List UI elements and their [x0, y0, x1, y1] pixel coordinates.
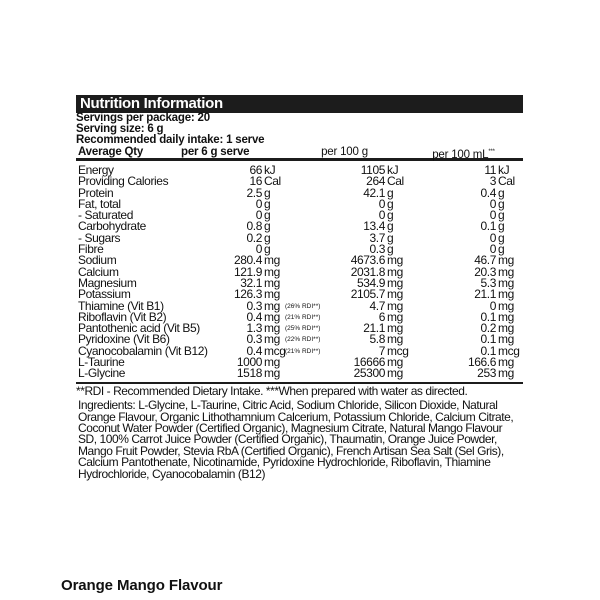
nutrient-v3: 0.1	[480, 219, 496, 234]
nutrient-rdi: (22% RDI**)	[285, 336, 321, 344]
serving-meta	[76, 113, 523, 146]
nutrient-v3: 0.2	[480, 321, 496, 336]
nutrient-u1: g	[264, 242, 271, 257]
nutrient-v3: 20.3	[474, 264, 496, 279]
nutrient-u2: mg	[387, 366, 403, 381]
nutrient-u1: mg	[264, 298, 280, 313]
nutrient-u1: g	[264, 185, 271, 200]
nutrient-u2: kJ	[387, 163, 399, 177]
nutrient-row	[76, 264, 523, 279]
nutrient-u1: mg	[264, 309, 280, 324]
nutrient-u3: g	[498, 208, 505, 223]
nutrient-row	[76, 275, 523, 290]
nutrient-u3: g	[498, 230, 505, 245]
nutrient-name: Magnesium	[78, 275, 137, 290]
nutrient-name: L-Glycine	[78, 366, 126, 381]
nutrient-name: L-Taurine	[78, 355, 125, 370]
nutrient-v1: 0.2	[246, 230, 262, 245]
nutrient-u3: g	[498, 196, 505, 211]
nutrient-v1: 1000	[236, 355, 262, 370]
nutrient-u3: g	[498, 219, 505, 234]
nutrient-v1: 1.3	[246, 321, 262, 336]
nutrient-v3: 0.1	[480, 343, 496, 358]
nutrient-u1: g	[264, 208, 271, 223]
nutrient-v1: 121.9	[233, 264, 262, 279]
serving-size: Serving size: 6 g	[76, 123, 164, 135]
nutrient-v3: 0	[489, 230, 496, 245]
nutrient-name: Calcium	[78, 264, 119, 279]
nutrient-u3: mg	[498, 309, 514, 324]
nutrient-row	[76, 185, 523, 200]
nutrient-name: Thiamine (Vit B1)	[78, 298, 164, 313]
nutrient-u2: g	[387, 208, 394, 223]
nutrient-name: Energy	[78, 163, 114, 177]
nutrient-v2: 534.9	[356, 275, 385, 290]
nutrient-name: - Sugars	[78, 230, 121, 245]
nutrient-name: Providing Calories	[78, 174, 169, 189]
nutrient-v2: 2105.7	[350, 287, 385, 302]
nutrient-row	[76, 357, 523, 368]
nutrient-u3: mg	[498, 355, 514, 370]
nutrient-name: Riboflavin (Vit B2)	[78, 309, 167, 324]
nutrient-v2: 3.7	[369, 230, 385, 245]
nutrient-v1: 66	[249, 163, 262, 177]
nutrient-v3: 0	[489, 196, 496, 211]
nutrient-u3: mcg	[498, 343, 520, 358]
nutrient-v1: 0.4	[246, 343, 262, 358]
nutrient-v1: 0.4	[246, 309, 262, 324]
nutrient-v1: 0	[255, 196, 262, 211]
nutrient-v3: 11	[484, 163, 496, 177]
nutrient-v3: 5.3	[480, 275, 496, 290]
nutrient-u2: mg	[387, 309, 403, 324]
nutrient-u2: g	[387, 230, 394, 245]
table-header	[76, 146, 523, 161]
nutrient-v1: 280.4	[233, 253, 262, 268]
nutrient-u1: Cal	[264, 174, 281, 189]
nutrient-v1: 0	[255, 208, 262, 223]
nutrient-u1: mg	[264, 253, 280, 268]
nutrition-panel	[76, 95, 523, 480]
nutrient-v3: 3	[489, 174, 496, 189]
nutrient-v2: 13.4	[363, 219, 385, 234]
nutrient-row	[76, 343, 523, 358]
nutrient-v2: 264	[366, 174, 385, 189]
nutrient-v3: 21.1	[474, 287, 496, 302]
nutrient-v1: 0.3	[246, 298, 262, 313]
nutrient-u2: Cal	[387, 174, 404, 189]
nutrient-v3: 0.4	[480, 185, 496, 200]
nutrient-row	[76, 368, 523, 379]
nutrient-name: Pantothenic acid (Vit B5)	[78, 321, 200, 336]
header-per-100g: per 100 g	[321, 146, 368, 158]
nutrient-u3: mg	[498, 264, 514, 279]
nutrient-name: - Saturated	[78, 208, 133, 223]
nutrient-v1: 0.3	[246, 332, 262, 347]
nutrient-u1: mg	[264, 355, 280, 370]
nutrient-u1: mg	[264, 287, 280, 302]
flavour-label: Orange Mango Flavour	[61, 577, 223, 594]
nutrient-name: Carbohydrate	[78, 219, 146, 234]
nutrient-u2: mg	[387, 355, 403, 370]
nutrient-v3: 166.6	[467, 355, 496, 370]
nutrient-v2: 2031.8	[350, 264, 385, 279]
nutrient-rdi: (25% RDI**)	[285, 325, 321, 333]
nutrient-v2: 4673.6	[350, 253, 385, 268]
nutrient-u2: mg	[387, 298, 403, 313]
nutrient-name: Pyridoxine (Vit B6)	[78, 332, 170, 347]
nutrient-u2: mg	[387, 275, 403, 290]
nutrient-v1: 32.1	[240, 275, 262, 290]
nutrient-v3: 46.7	[474, 253, 496, 268]
nutrient-v2: 0	[378, 208, 385, 223]
nutrient-row	[76, 244, 523, 255]
nutrient-v2: 0.3	[369, 242, 385, 257]
nutrient-v1: 1518	[236, 366, 262, 381]
nutrient-v2: 5.8	[369, 332, 385, 347]
nutrient-v1: 2.5	[246, 185, 262, 200]
nutrient-u3: mg	[498, 332, 514, 347]
header-per-100ml: per 100 mL	[432, 148, 489, 161]
nutrient-v2: 6	[378, 309, 385, 324]
nutrient-v2: 25300	[353, 366, 385, 381]
nutrient-u3: mg	[498, 321, 514, 336]
nutrient-v1: 126.3	[233, 287, 262, 302]
servings-per-package: Servings per package: 20	[76, 112, 210, 124]
rdi-footnote: **RDI - Recommended Dietary Intake. ***When prepared with water as directed.	[76, 383, 468, 398]
nutrient-row	[76, 196, 523, 211]
nutrient-v2: 1105	[360, 163, 385, 177]
nutrient-u2: mg	[387, 264, 403, 279]
nutrient-u3: Cal	[498, 174, 515, 189]
nutrient-u1: mg	[264, 321, 280, 336]
nutrient-u2: g	[387, 185, 394, 200]
nutrient-u1: mg	[264, 366, 280, 381]
ingredients-text: Ingredients: L-Glycine, L-Taurine, Citric Acid, Sodium Chloride, Silicon Dioxide, Natural Orange Flavour, Organic Lithothamnium Calcerium, Potassium Chloride, Calcium Citrate, Coconut Water Powder (Certified Organic), Magnesium Citrate, Natural Mango Flavour SD, 100% Carrot Juice Powder (Certified Organic), Thaumatin, Orange Juice Powder, Mango Fruit Powder, Stevia RbA (Certified Organic), French Artisan Sea Salt (Sel Gris), Calcium Pantothenate, Nicotinamide, Pyridoxine Hydrochloride, Riboflavin, Thiamine Hydrochloride, Cyanocobalamin (B12)	[78, 398, 514, 481]
nutrient-v2: 0	[378, 196, 385, 211]
nutrient-name: Protein	[78, 185, 114, 200]
nutrient-u3: mg	[498, 366, 514, 381]
nutrient-rdi: (21% RDI**)	[285, 313, 321, 321]
nutrient-v3: 0	[489, 298, 496, 313]
nutrient-u3: mg	[498, 287, 514, 302]
nutrient-u1: kJ	[264, 163, 276, 177]
nutrient-u2: mg	[387, 332, 403, 347]
nutrient-rdi: (26% RDI**)	[285, 302, 321, 310]
nutrient-u3: mg	[498, 275, 514, 290]
nutrient-u2: mcg	[387, 343, 409, 358]
nutrient-v1: 0.8	[246, 219, 262, 234]
nutrient-u1: mcg	[264, 343, 286, 358]
panel-title: Nutrition Information	[76, 95, 523, 113]
nutrient-name: Fibre	[78, 242, 104, 257]
nutrient-name: Sodium	[78, 253, 117, 268]
nutrient-u3: mg	[498, 253, 514, 268]
nutrient-name: Potassium	[78, 287, 131, 302]
nutrient-v1: 0	[255, 242, 262, 257]
nutrient-name: Cyanocobalamin (Vit B12)	[78, 343, 208, 358]
nutrient-u3: g	[498, 242, 505, 257]
nutrient-rdi: (21% RDI**)	[285, 347, 321, 355]
nutrient-v3: 0.1	[480, 309, 496, 324]
nutrient-u1: g	[264, 219, 271, 234]
nutrient-row	[76, 176, 523, 187]
nutrient-v3: 0	[489, 242, 496, 257]
nutrient-u2: g	[387, 242, 394, 257]
header-per-100ml-mark: ***	[488, 149, 495, 155]
nutrient-v2: 42.1	[363, 185, 385, 200]
nutrient-name: Fat, total	[78, 196, 121, 211]
nutrient-u2: g	[387, 196, 394, 211]
nutrient-u2: mg	[387, 287, 403, 302]
nutrient-u3: mg	[498, 298, 514, 313]
nutrient-u1: mg	[264, 275, 280, 290]
recommended-intake: Recommended daily intake: 1 serve	[76, 134, 265, 146]
header-average-qty: Average Qty	[78, 146, 144, 158]
nutrient-row	[76, 221, 523, 232]
nutrient-v3: 0.1	[480, 332, 496, 347]
nutrient-u1: g	[264, 230, 271, 245]
nutrient-row	[76, 255, 523, 266]
nutrient-u2: mg	[387, 321, 403, 336]
header-per-serve: per 6 g serve	[181, 146, 250, 158]
nutrient-v2: 7	[378, 343, 385, 358]
nutrient-row	[76, 230, 523, 245]
nutrient-v2: 4.7	[369, 298, 385, 313]
nutrient-rows	[76, 165, 523, 384]
nutrient-u1: mg	[264, 332, 280, 347]
nutrient-v2: 21.1	[363, 321, 385, 336]
nutrient-v1: 16	[249, 174, 262, 189]
nutrient-u3: kJ	[498, 163, 510, 177]
nutrient-u3: g	[498, 185, 505, 200]
nutrient-v3: 0	[489, 208, 496, 223]
nutrient-v3: 253	[477, 366, 496, 381]
nutrient-u2: mg	[387, 253, 403, 268]
nutrient-u1: mg	[264, 264, 280, 279]
nutrient-u1: g	[264, 196, 271, 211]
nutrient-u2: g	[387, 219, 394, 234]
nutrient-v2: 16666	[353, 355, 385, 370]
